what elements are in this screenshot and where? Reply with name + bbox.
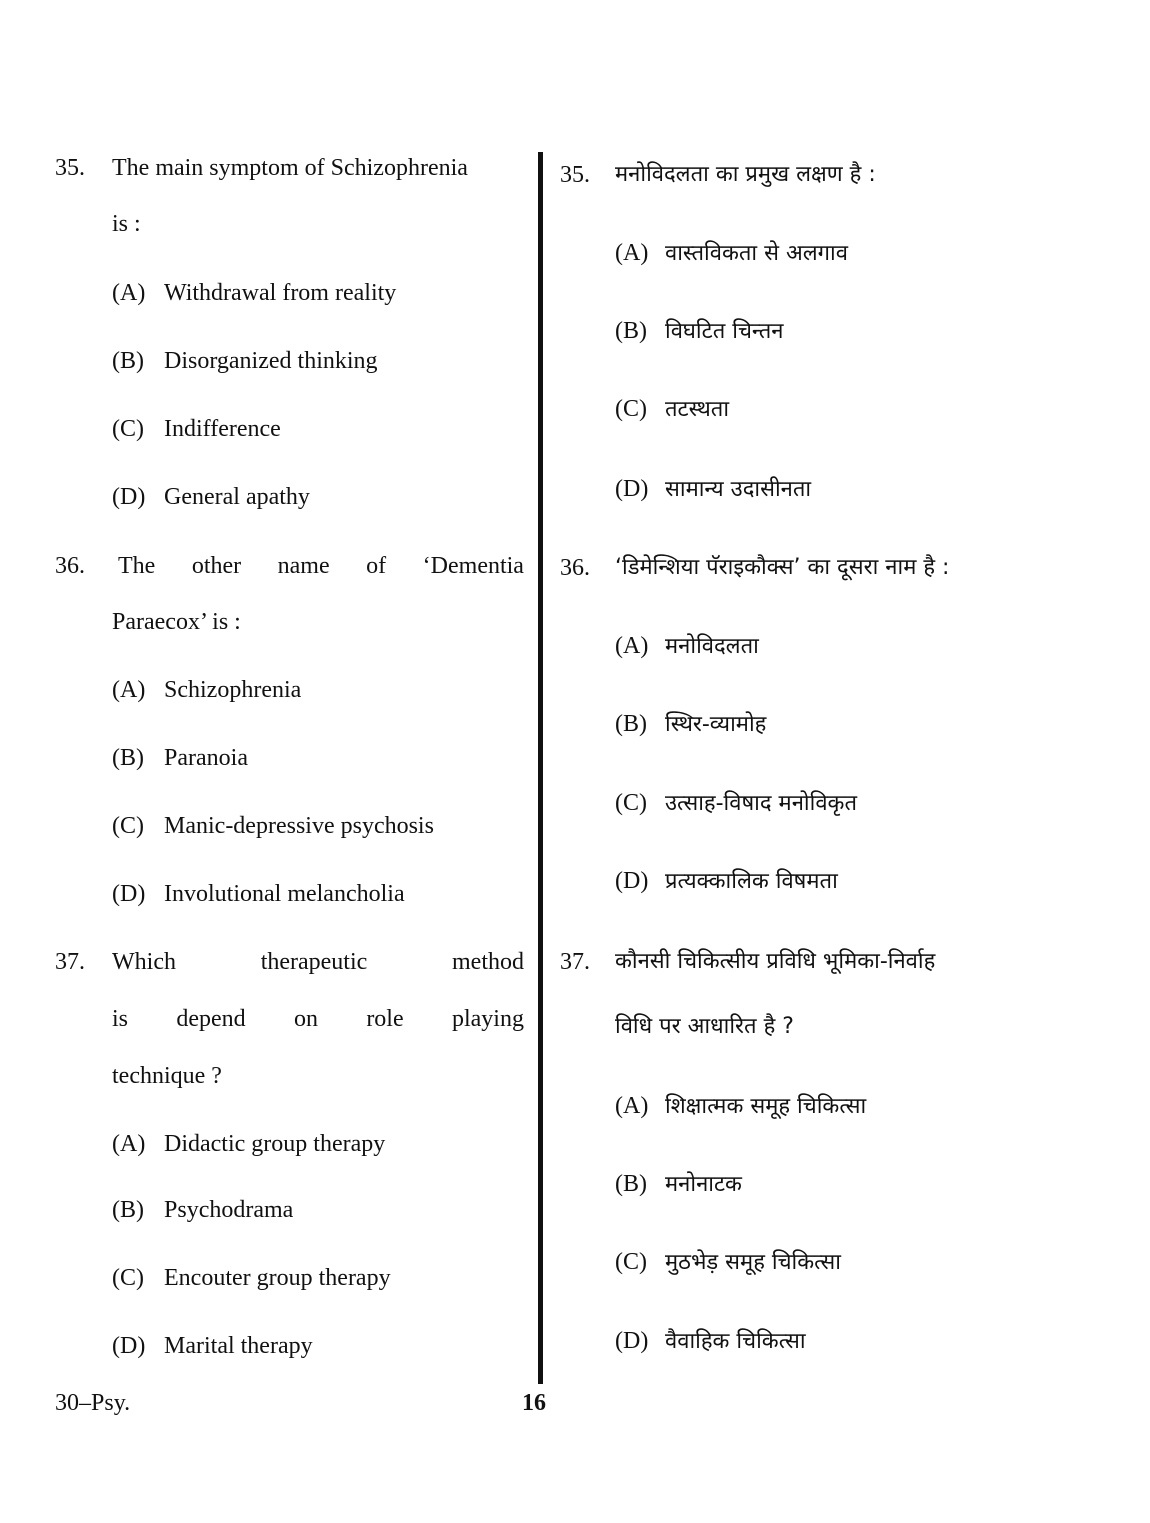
option-d xyxy=(615,1326,806,1357)
word: on xyxy=(293,1006,318,1032)
option-a xyxy=(112,278,396,308)
option-c xyxy=(615,394,729,425)
option-text: Withdrawal from reality xyxy=(164,280,397,306)
option-c xyxy=(615,788,857,819)
column-divider xyxy=(538,152,543,1384)
question-text: Paraecox’ is : xyxy=(112,609,241,635)
option-label: (A) xyxy=(615,633,649,659)
question-number: 37. xyxy=(55,949,85,975)
option-a xyxy=(112,675,301,705)
question-number: 36. xyxy=(55,553,85,579)
option-a xyxy=(615,1091,866,1122)
question-text xyxy=(118,551,524,581)
option-text: विघटित चिन्तन xyxy=(665,319,784,344)
option-text: Didactic group therapy xyxy=(164,1131,386,1157)
option-d xyxy=(112,482,310,512)
option-label: (B) xyxy=(112,1197,144,1223)
word: name xyxy=(277,553,330,579)
option-label: (B) xyxy=(112,348,144,374)
question-text xyxy=(112,947,524,977)
option-c xyxy=(112,414,281,444)
option-text: वैवाहिक चिकित्सा xyxy=(665,1329,806,1354)
question-number: 35. xyxy=(55,155,85,181)
word: other xyxy=(191,553,242,579)
option-label: (B) xyxy=(615,318,647,344)
question-text: The main symptom of Schizophrenia xyxy=(112,155,468,181)
option-a xyxy=(615,631,759,662)
question-text: विधि पर आधारित है ? xyxy=(615,1014,794,1039)
option-d xyxy=(112,879,405,909)
option-text: Encouter group therapy xyxy=(164,1265,391,1291)
option-b xyxy=(112,346,378,376)
option-text: Psychodrama xyxy=(164,1197,294,1223)
option-label: (D) xyxy=(112,1333,146,1359)
question-number: 35. xyxy=(560,162,590,188)
option-label: (D) xyxy=(615,868,649,894)
option-d xyxy=(615,866,838,897)
option-label: (B) xyxy=(615,711,647,737)
option-d xyxy=(112,1331,313,1361)
option-label: (D) xyxy=(112,484,146,510)
option-c xyxy=(112,811,434,841)
option-text: Involutional melancholia xyxy=(164,881,405,907)
option-text: Disorganized thinking xyxy=(164,348,378,374)
option-text: Indifference xyxy=(164,416,281,442)
option-label: (C) xyxy=(615,790,647,816)
option-text: मुठभेड़ समूह चिकित्सा xyxy=(665,1250,841,1275)
option-text: उत्साह-विषाद मनोविकृत xyxy=(665,791,857,816)
option-b xyxy=(112,743,248,773)
option-label: (C) xyxy=(112,1265,144,1291)
option-text: शिक्षात्मक समूह चिकित्सा xyxy=(665,1094,867,1119)
question-number: 37. xyxy=(560,949,590,975)
option-label: (D) xyxy=(112,881,146,907)
option-label: (D) xyxy=(615,476,649,502)
question-text: कौनसी चिकित्सीय प्रविधि भूमिका-निर्वाह xyxy=(615,949,936,974)
option-label: (A) xyxy=(615,240,649,266)
option-label: (A) xyxy=(112,677,146,703)
option-label: (A) xyxy=(615,1093,649,1119)
option-label: (B) xyxy=(112,745,144,771)
option-text: वास्तविकता से अलगाव xyxy=(665,241,848,266)
option-b xyxy=(615,1169,742,1200)
word: method xyxy=(452,949,524,975)
option-text: Schizophrenia xyxy=(164,677,302,703)
question-text: ‘डिमेन्शिया पॅराइकौक्स’ का दूसरा नाम है : xyxy=(615,555,950,580)
option-a xyxy=(615,238,848,269)
word: role xyxy=(366,1006,404,1032)
word: The xyxy=(118,553,156,579)
option-label: (B) xyxy=(615,1171,647,1197)
word: Which xyxy=(112,949,176,975)
option-text: तटस्थता xyxy=(665,397,730,422)
option-text: मनोनाटक xyxy=(665,1172,742,1197)
page-number: 16 xyxy=(522,1390,546,1416)
option-label: (A) xyxy=(112,1131,146,1157)
option-label: (C) xyxy=(615,396,647,422)
question-text: is : xyxy=(112,211,141,237)
word: of xyxy=(366,553,387,579)
word: playing xyxy=(451,1006,524,1032)
option-label: (D) xyxy=(615,1328,649,1354)
option-label: (C) xyxy=(615,1249,647,1275)
option-a xyxy=(112,1129,385,1159)
question-text xyxy=(112,1004,524,1034)
word: is xyxy=(112,1006,129,1032)
paper-code: 30–Psy. xyxy=(55,1390,131,1416)
option-text: प्रत्यक्कालिक विषमता xyxy=(665,869,838,894)
option-label: (C) xyxy=(112,416,144,442)
option-b xyxy=(615,709,766,740)
option-c xyxy=(615,1247,841,1278)
word: depend xyxy=(176,1006,246,1032)
word: ‘Dementia xyxy=(422,553,524,579)
option-text: मनोविदलता xyxy=(665,634,759,659)
option-b xyxy=(615,316,783,347)
option-d xyxy=(615,474,811,505)
option-label: (C) xyxy=(112,813,144,839)
question-number: 36. xyxy=(560,555,590,581)
option-b xyxy=(112,1195,293,1225)
question-text: मनोविदलता का प्रमुख लक्षण है : xyxy=(615,162,876,187)
option-label: (A) xyxy=(112,280,146,306)
option-text: Manic-depressive psychosis xyxy=(164,813,434,839)
option-text: सामान्य उदासीनता xyxy=(665,477,812,502)
question-text: technique ? xyxy=(112,1063,222,1089)
option-text: Marital therapy xyxy=(164,1333,313,1359)
word: therapeutic xyxy=(260,949,368,975)
option-text: General apathy xyxy=(164,484,310,510)
option-text: स्थिर-व्यामोह xyxy=(665,712,767,737)
option-c xyxy=(112,1263,391,1293)
option-text: Paranoia xyxy=(164,745,248,771)
